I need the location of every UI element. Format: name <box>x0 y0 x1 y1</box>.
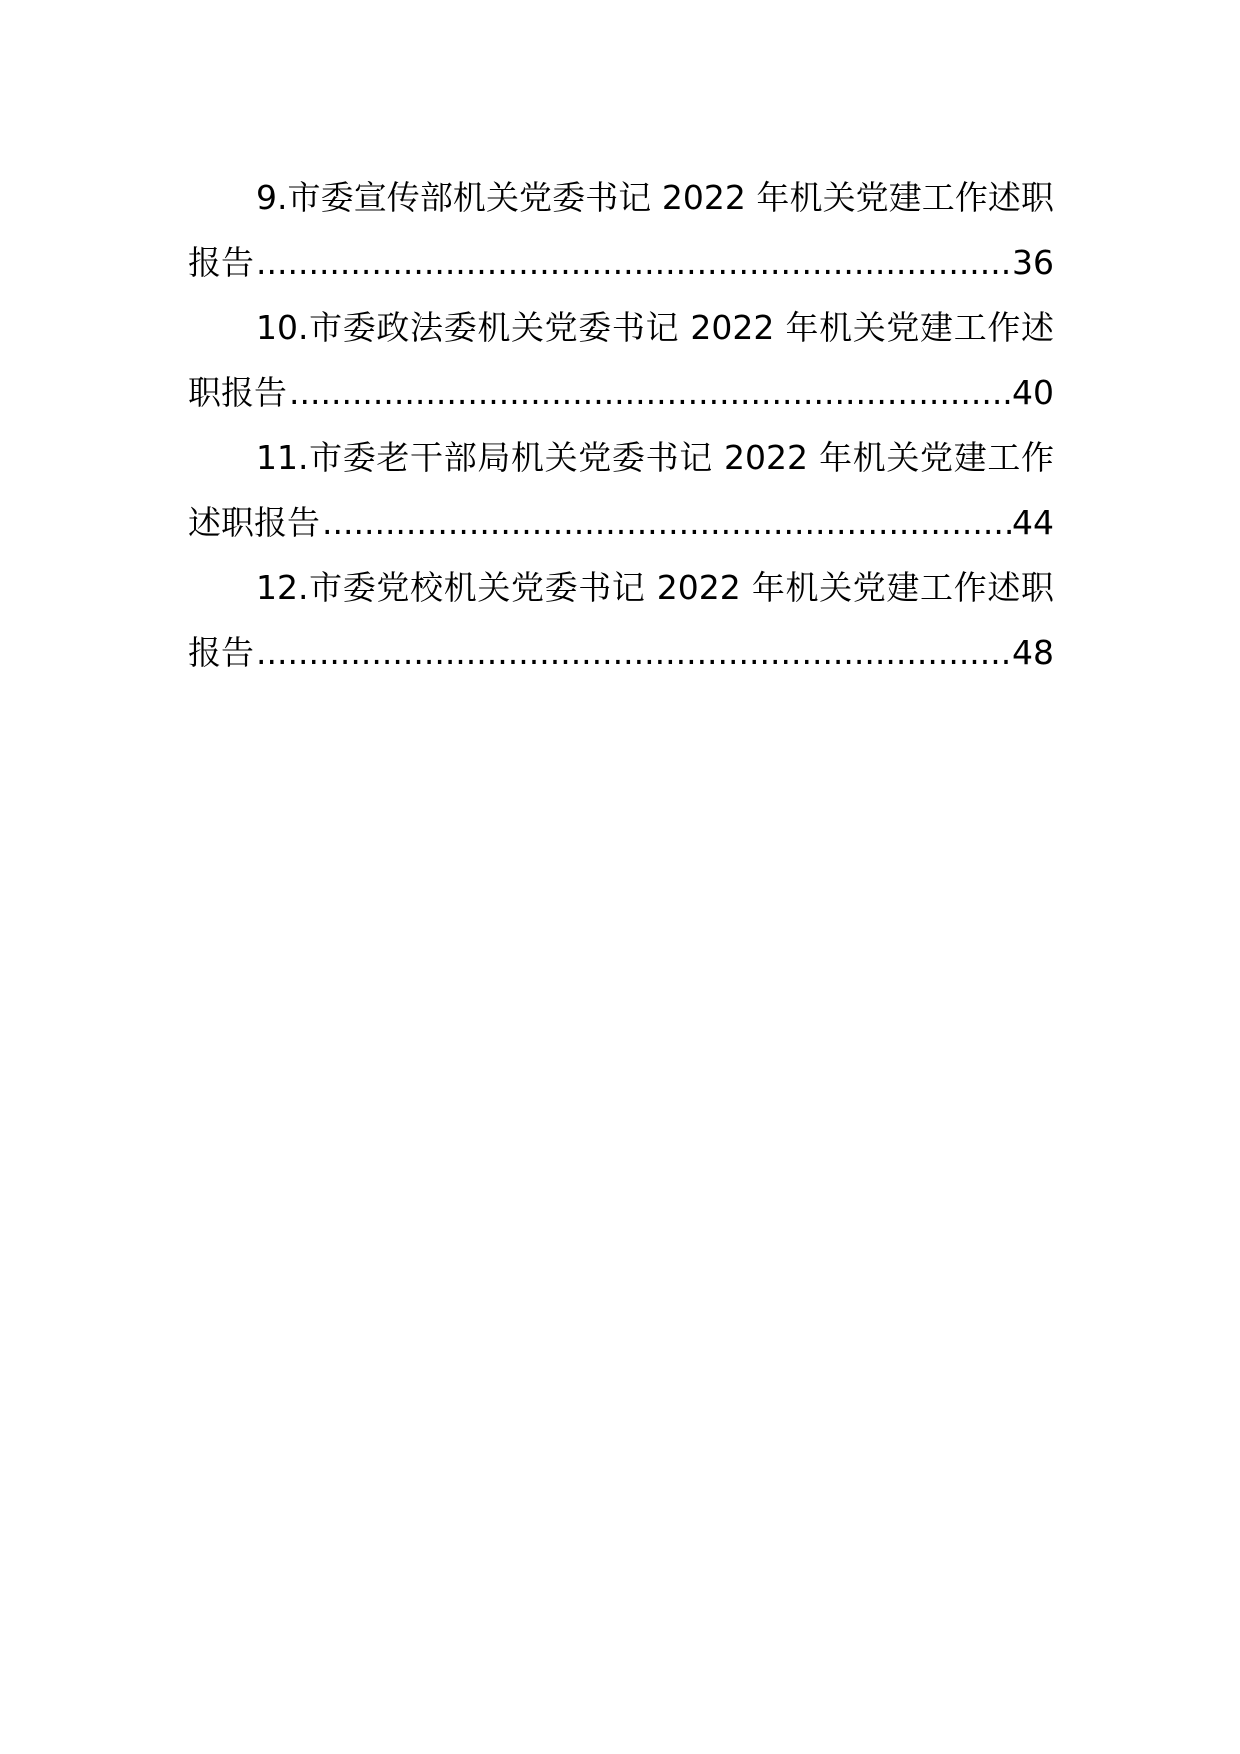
toc-entry[interactable] <box>188 165 1054 295</box>
toc-entry-continuation <box>188 230 1054 295</box>
toc-entry-title: 10.市委政法委机关党委书记 2022 年机关党建工作述 <box>256 308 1054 347</box>
toc-page-number: 48 <box>1012 633 1054 672</box>
toc-entry-title-end: 述职报告 <box>188 503 320 542</box>
toc-entry[interactable] <box>188 555 1054 685</box>
toc-page-number: 40 <box>1012 373 1054 412</box>
toc-entry-continuation <box>188 620 1054 685</box>
toc-entry-continuation <box>188 490 1054 555</box>
toc-page-number: 36 <box>1012 243 1054 282</box>
toc-entry-title: 11.市委老干部局机关党委书记 2022 年机关党建工作 <box>256 438 1054 477</box>
toc-entry-title: 12.市委党校机关党委书记 2022 年机关党建工作述职 <box>256 568 1054 607</box>
toc-entry-title: 9.市委宣传部机关党委书记 2022 年机关党建工作述职 <box>256 178 1054 217</box>
toc-entry-title-end: 职报告 <box>188 373 287 412</box>
toc-entry-continuation <box>188 360 1054 425</box>
toc-dot-leader <box>254 230 1012 295</box>
toc-page-number: 44 <box>1012 503 1054 542</box>
toc-dot-leader <box>320 490 1012 555</box>
toc-entry-title-end: 报告 <box>188 243 254 282</box>
toc-entry[interactable] <box>188 295 1054 425</box>
toc-entry[interactable] <box>188 425 1054 555</box>
toc-dot-leader <box>254 620 1012 685</box>
table-of-contents <box>188 165 1054 685</box>
toc-entry-title-end: 报告 <box>188 633 254 672</box>
toc-dot-leader <box>287 360 1012 425</box>
